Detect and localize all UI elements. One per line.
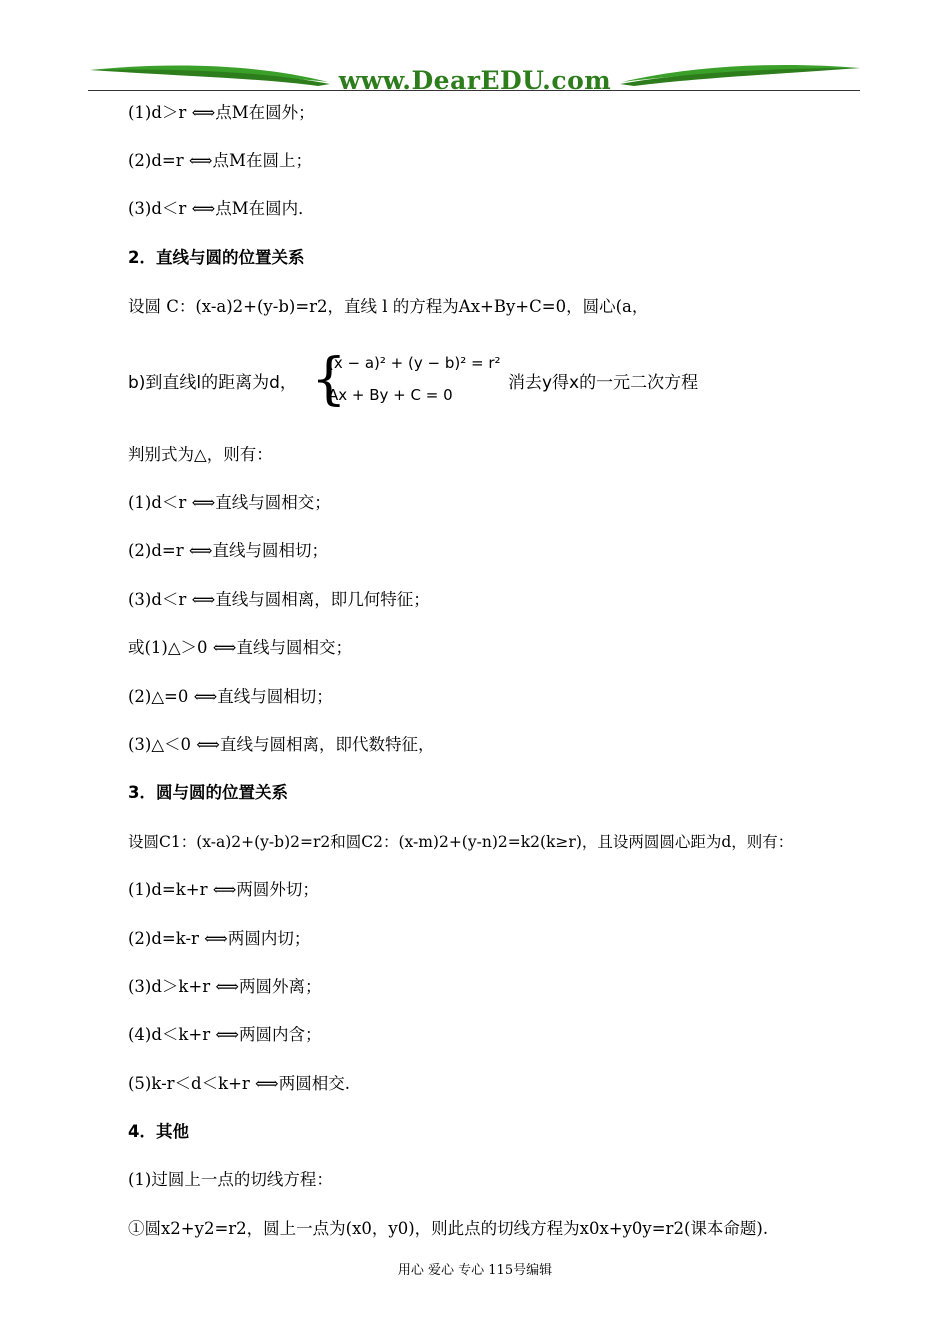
distance-lead: b)到直线l的距离为d， xyxy=(128,373,297,393)
section-heading: 2．直线与圆的位置关系 xyxy=(128,248,305,267)
text-line: (3)d＜r ⟺点M在圆内． xyxy=(128,199,315,218)
section-heading: 3．圆与圆的位置关系 xyxy=(128,783,288,802)
text-line: 设圆C1：(x-a)2+(y-b)2=r2和圆C2：(x-m)2+(y-n)2=k2(k≥r)，且设两圆圆心距为d，则有： xyxy=(128,833,794,851)
system-brace: { xyxy=(311,347,347,412)
text-line: 判别式为△，则有： xyxy=(128,445,273,464)
text-line: (1)d＞r ⟺点M在圆外； xyxy=(128,103,315,122)
page-footer: 用心 爱心 专心 115号编辑 xyxy=(397,1263,553,1278)
text-line: (2)△=0 ⟺直线与圆相切； xyxy=(128,687,333,706)
section-heading: 4．其他 xyxy=(128,1122,189,1141)
system-eq-2: Ax + By + C = 0 xyxy=(328,386,453,404)
text-line: (4)d＜k+r ⟺两圆内含； xyxy=(128,1025,322,1044)
text-line: 或(1)△＞0 ⟺直线与圆相交； xyxy=(128,638,352,657)
text-line: ①圆x2+y2=r2，圆上一点为(x0，y0)，则此点的切线方程为x0x+y0y=r2(课本命题). xyxy=(128,1219,769,1238)
text-line: (2)d=k-r ⟺两圆内切； xyxy=(128,929,311,948)
text-line: (2)d=r ⟺点M在圆上； xyxy=(128,151,312,170)
text-line: (5)k-r＜d＜k+r ⟺两圆相交. xyxy=(128,1074,350,1093)
text-line: (1)d=k+r ⟺两圆外切； xyxy=(128,880,319,899)
text-line: (3)d＜r ⟺直线与圆相离，即几何特征； xyxy=(128,590,430,609)
text-line: (1)过圆上一点的切线方程： xyxy=(128,1170,333,1189)
site-header-logo xyxy=(88,58,862,98)
text-line: (1)d＜r ⟺直线与圆相交； xyxy=(128,493,331,512)
system-eq-1: (x − a)² + (y − b)² = r² xyxy=(328,354,501,372)
text-line: (2)d=r ⟺直线与圆相切； xyxy=(128,541,329,560)
distance-tail: 消去y得x的一元二次方程 xyxy=(508,373,699,393)
text-line: 设圆 C：(x-a)2+(y-b)=r2，直线 l 的方程为Ax+By+C=0，圆心(a， xyxy=(128,297,649,316)
distance-equation-row xyxy=(128,347,828,414)
site-logo-text: www.DearEDU.com xyxy=(338,66,612,95)
header-rule xyxy=(88,90,860,91)
text-line: (3)d＞k+r ⟺两圆外离； xyxy=(128,977,322,996)
text-line: (3)△＜0 ⟺直线与圆相离，即代数特征， xyxy=(128,735,435,754)
